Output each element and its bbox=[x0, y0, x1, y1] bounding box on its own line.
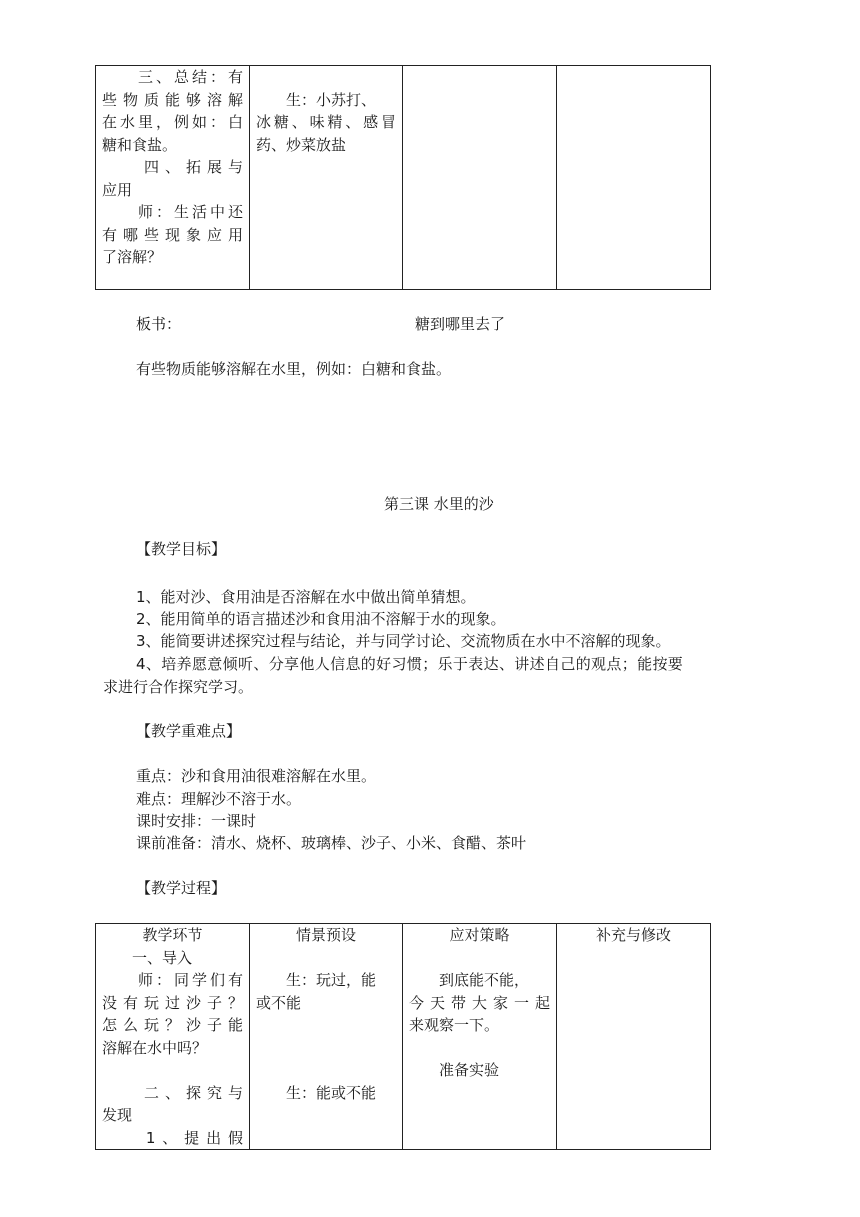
cell-line: 到底能不能， bbox=[409, 971, 530, 989]
cell-line: 药、炒菜放盐 bbox=[256, 135, 347, 154]
table-cell bbox=[250, 924, 403, 1150]
cell-line: 或不能 bbox=[256, 993, 302, 1012]
cell-line: 发现 bbox=[102, 1106, 133, 1124]
process-table bbox=[95, 923, 711, 1150]
board-content: 有些物质能够溶解在水里，例如：白糖和食盐。 bbox=[136, 360, 452, 378]
cell-line: 在水里，例如：白 bbox=[102, 113, 243, 131]
cell-line: 今天带大家一起 bbox=[409, 993, 550, 1012]
objectives-heading: 【教学目标】 bbox=[136, 540, 227, 558]
cell-line: 三、总结：有 bbox=[102, 68, 243, 86]
table-cell bbox=[557, 66, 711, 290]
cell-line: 一、导入 bbox=[102, 948, 193, 967]
lesson-title: 第三课 水里的沙 bbox=[384, 495, 494, 513]
objective-item: 2、能用简单的语言描述沙和食用油不溶解于水的现象。 bbox=[136, 610, 506, 628]
key-point: 课前准备：清水、烧杯、玻璃棒、沙子、小米、食醋、茶叶 bbox=[136, 834, 527, 852]
objective-item: 1、能对沙、食用油是否溶解在水中做出简单猜想。 bbox=[136, 588, 476, 606]
objective-item: 4、培养愿意倾听、分享他人信息的好习惯；乐于表达、讲述自己的观点；能按要 bbox=[136, 655, 684, 673]
cell-line: 四、拓展与 bbox=[102, 158, 243, 176]
table-cell bbox=[96, 66, 250, 290]
cell-line: 些物质能够溶解 bbox=[102, 90, 243, 109]
column-header: 补充与修改 bbox=[595, 926, 671, 944]
objective-item: 求进行合作探究学习。 bbox=[103, 678, 254, 696]
cell-line: 应用 bbox=[102, 180, 133, 199]
table-cell bbox=[96, 924, 250, 1150]
column-header: 情景预设 bbox=[295, 926, 356, 944]
table-cell bbox=[403, 924, 557, 1150]
cell-line: 怎么玩？沙子能 bbox=[102, 1016, 243, 1034]
cell-line: 冰糖、味精、感冒 bbox=[256, 113, 396, 131]
table-cell bbox=[403, 66, 557, 290]
process-heading: 【教学过程】 bbox=[136, 879, 227, 897]
cell-line: 溶解在水中吗？ bbox=[102, 1038, 208, 1057]
cell-line: 师：同学们有 bbox=[102, 971, 243, 989]
column-header: 应对策略 bbox=[449, 926, 510, 944]
cell-line: 来观察一下。 bbox=[409, 1016, 500, 1034]
cell-line: 生：小苏打、 bbox=[256, 90, 377, 109]
key-point: 难点：理解沙不溶于水。 bbox=[136, 790, 302, 808]
cell-line: 没有玩过沙子？ bbox=[102, 993, 243, 1012]
lesson-table-top bbox=[95, 65, 711, 290]
key-point: 重点：沙和食用油很难溶解在水里。 bbox=[136, 767, 377, 785]
cell-line: 生：玩过，能 bbox=[256, 971, 377, 989]
key-points-heading: 【教学重难点】 bbox=[136, 722, 242, 740]
table-cell bbox=[250, 66, 403, 290]
cell-line: 1、提出假 bbox=[102, 1128, 243, 1147]
cell-line: 糖和食盐。 bbox=[102, 135, 178, 154]
board-title: 糖到哪里去了 bbox=[415, 315, 506, 333]
cell-line: 了溶解？ bbox=[102, 248, 163, 266]
cell-line: 师：生活中还 bbox=[102, 203, 243, 221]
cell-line: 有哪些现象应用 bbox=[102, 225, 243, 244]
key-point: 课时安排：一课时 bbox=[136, 812, 257, 830]
cell-line: 准备实验 bbox=[409, 1061, 500, 1079]
table-cell bbox=[557, 924, 711, 1150]
cell-line: 二、探究与 bbox=[102, 1083, 243, 1102]
objective-item: 3、能简要讲述探究过程与结论，并与同学讨论、交流物质在水中不溶解的现象。 bbox=[136, 632, 671, 650]
board-label: 板书： bbox=[136, 315, 182, 333]
cell-line: 生：能或不能 bbox=[256, 1083, 377, 1102]
column-header: 教学环节 bbox=[142, 926, 203, 944]
